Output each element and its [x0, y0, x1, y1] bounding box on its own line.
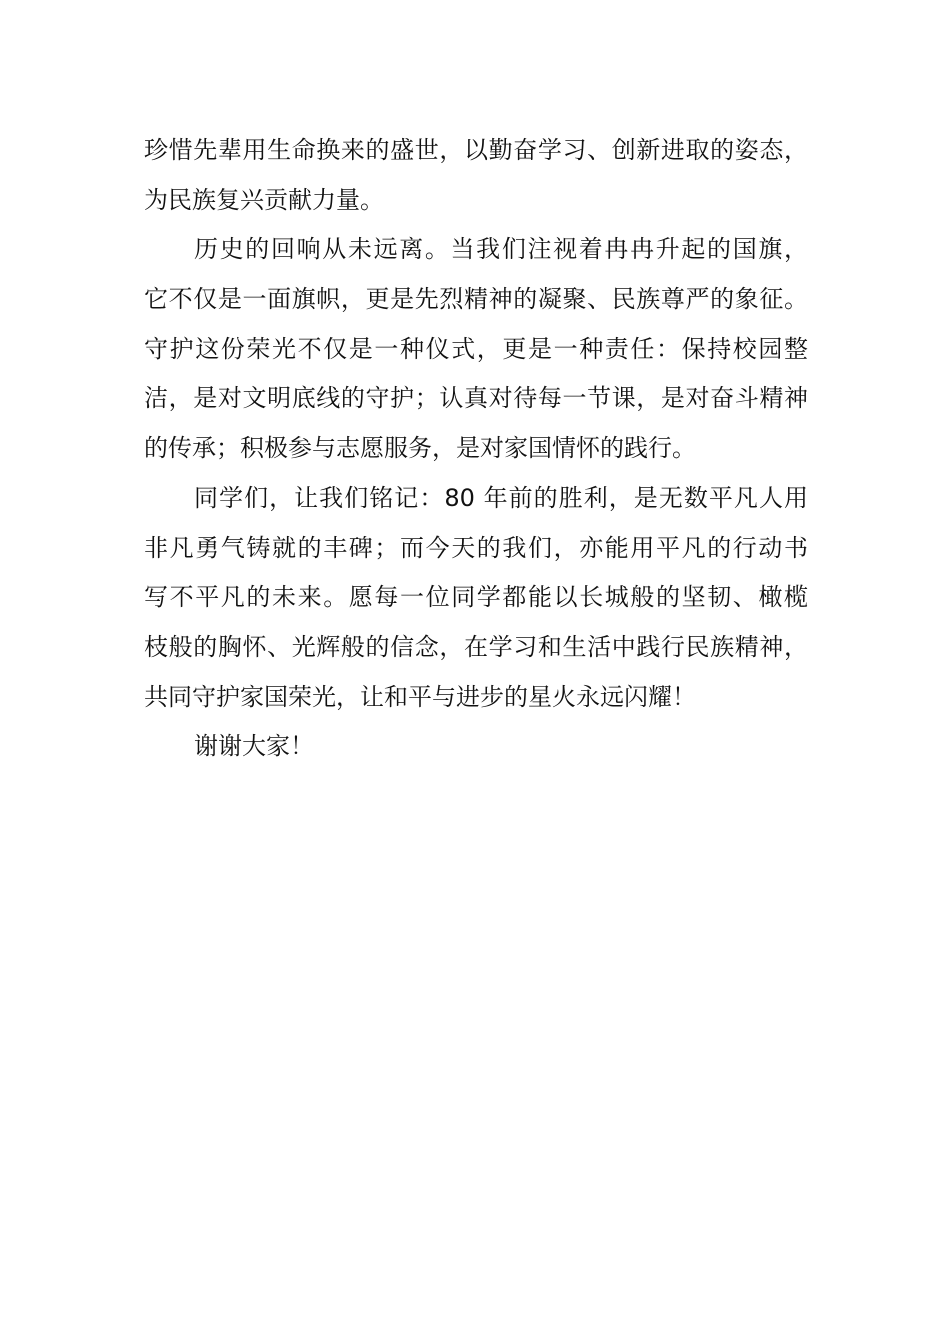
- paragraph-3: [144, 474, 808, 722]
- text-line: 枝般的胸怀、光辉般的信念，在学习和生活中践行民族精神，: [144, 632, 808, 661]
- text-line: 珍惜先辈用生命换来的盛世，以勤奋学习、创新进取的姿态，: [144, 136, 808, 164]
- text-line: 历史的回响从未远离。当我们注视着冉冉升起的国旗，: [194, 235, 808, 264]
- text-line: 的传承；积极参与志愿服务，是对家国情怀的践行。: [144, 434, 696, 463]
- paragraph-closing: [144, 722, 808, 772]
- text-line: 洁，是对文明底线的守护；认真对待每一节课，是对奋斗精神: [144, 384, 808, 413]
- closing-line: 谢谢大家！: [194, 732, 314, 761]
- document-body: [144, 126, 808, 772]
- paragraph-2: [144, 225, 808, 473]
- text-line: 守护这份荣光不仅是一种仪式，更是一种责任：保持校园整: [144, 334, 808, 363]
- text-line: 非凡勇气铸就的丰碑；而今天的我们，亦能用平凡的行动书: [144, 533, 808, 562]
- text-line: 写不平凡的未来。愿每一位同学都能以长城般的坚韧、橄榄: [144, 583, 808, 612]
- paragraph-1: [144, 126, 808, 225]
- text-line: 共同守护家国荣光，让和平与进步的星火永远闪耀！: [144, 682, 696, 711]
- text-line: 它不仅是一面旗帜，更是先烈精神的凝聚、民族尊严的象征。: [144, 285, 808, 314]
- text-line: 同学们，让我们铭记：80 年前的胜利，是无数平凡人用: [194, 483, 808, 512]
- text-line: 为民族复兴贡献力量。: [144, 185, 384, 214]
